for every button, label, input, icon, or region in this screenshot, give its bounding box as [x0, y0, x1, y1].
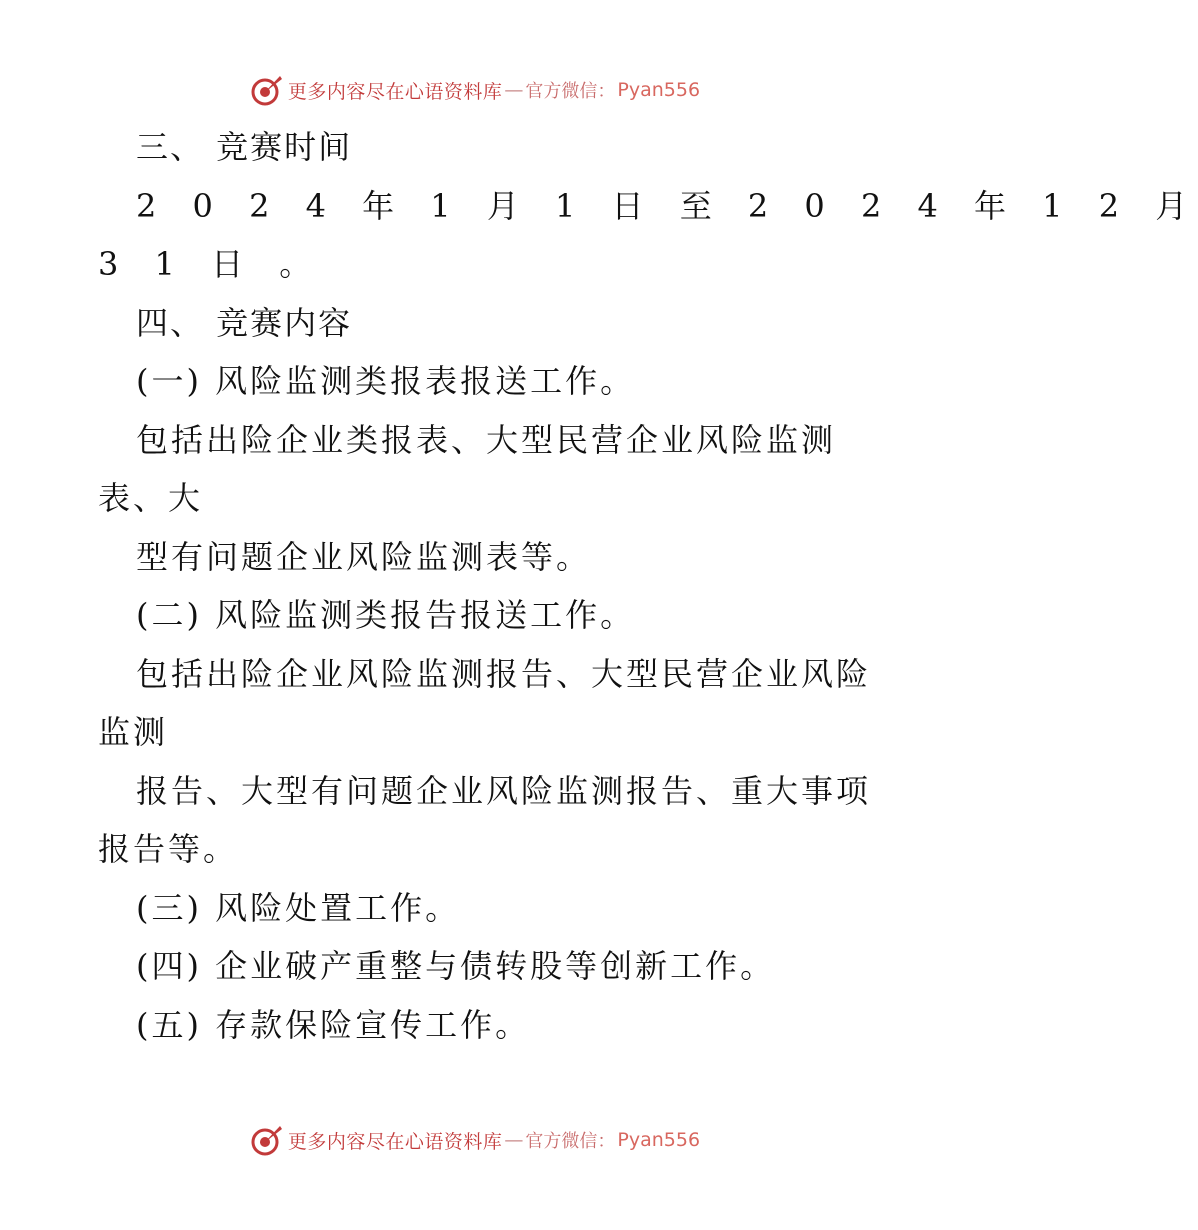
item-four-title: (四) 企业破产重整与债转股等创新工作。 [136, 947, 776, 985]
item-two-title: (二) 风险监测类报告报送工作。 [136, 596, 636, 634]
document-body [98, 118, 1198, 1054]
item-one-text: 包括出险企业类报表、大型民营企业风险监测 [136, 420, 837, 459]
header-watermark [0, 70, 950, 110]
item-one-title: (一) 风险监测类报表报送工作。 [136, 362, 636, 400]
watermark-brand: 更多内容尽在心语资料库 [287, 1130, 503, 1153]
section-heading-content: 四、 竞赛内容 [136, 303, 353, 342]
watermark-wechat-id: Pyan556 [617, 1129, 701, 1151]
date-range-continuation: 3 1 日 。 [98, 245, 323, 283]
quill-logo-icon [250, 73, 284, 107]
watermark-label: 官方微信： [525, 81, 616, 102]
date-range-line: 2 0 2 4 年 1 月 1 日 至 2 0 2 4 年 1 2 月 [136, 186, 1198, 225]
watermark-separator: — [504, 79, 524, 101]
item-three-title: (三) 风险处置工作。 [136, 888, 461, 927]
watermark-separator: — [504, 1129, 524, 1151]
item-two-text-continuation: 监测 [98, 713, 169, 751]
watermark-label: 官方微信： [525, 1131, 616, 1152]
watermark-wechat-id: Pyan556 [617, 79, 701, 101]
item-one-text-end: 型有问题企业风险监测表等。 [136, 537, 592, 576]
item-two-text-end: 报告等。 [98, 830, 239, 868]
footer-watermark [0, 1120, 950, 1160]
item-one-text-continuation: 表、大 [98, 479, 204, 517]
item-five-title: (五) 存款保险宣传工作。 [136, 1005, 531, 1044]
section-heading-time: 三、 竞赛时间 [136, 128, 353, 166]
item-two-text-more: 报告、大型有问题企业风险监测报告、重大事项 [136, 771, 872, 810]
watermark-brand: 更多内容尽在心语资料库 [287, 80, 503, 103]
item-two-text: 包括出险企业风险监测报告、大型民营企业风险 [136, 654, 872, 693]
quill-logo-icon [250, 1123, 284, 1157]
